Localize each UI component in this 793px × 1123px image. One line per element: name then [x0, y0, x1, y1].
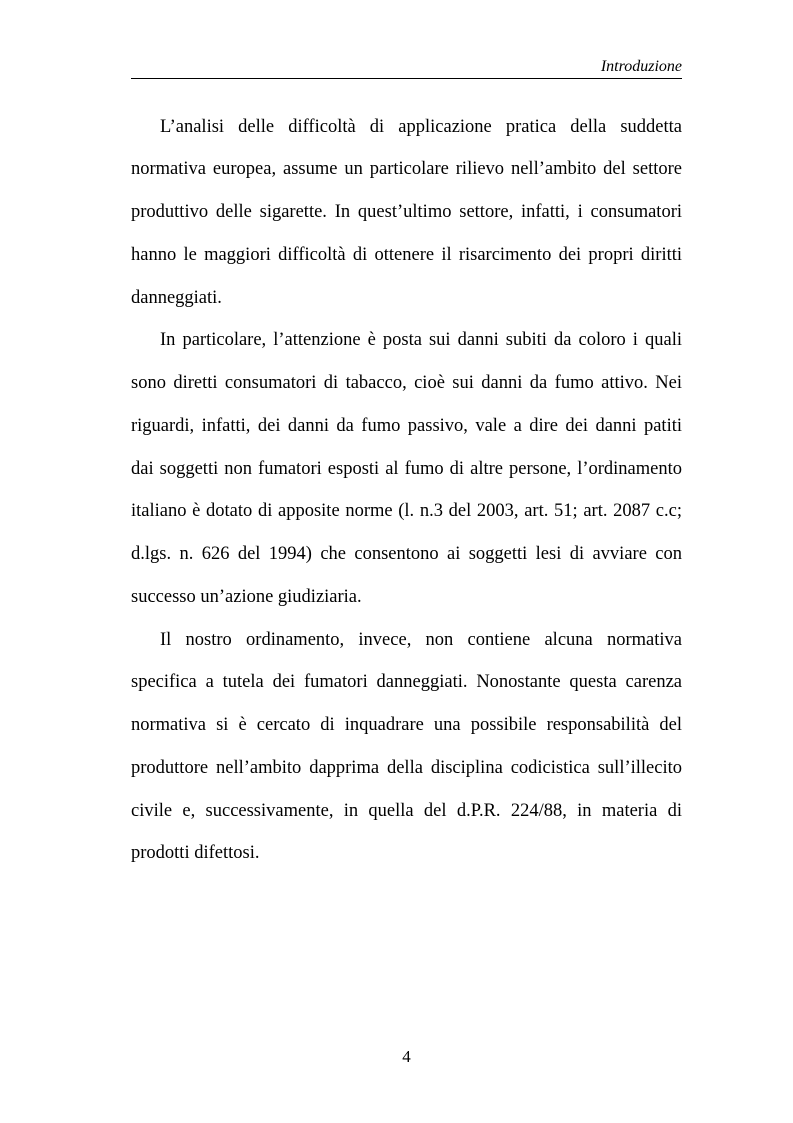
text-line: italiano è dotato di apposite norme (l. n.3 del 2003, art. 51; art. 2087 c.c; — [131, 501, 682, 522]
text-line: produttivo delle sigarette. In quest’ultimo settore, infatti, i consumatori — [131, 202, 682, 223]
text-line: L’analisi delle difficoltà di applicazione pratica della suddetta — [160, 116, 682, 137]
text-line: In particolare, l’attenzione è posta sui danni subiti da coloro i quali — [160, 330, 682, 351]
text-line: normativa si è cercato di inquadrare una possibile responsabilità del — [131, 715, 682, 736]
text-line: hanno le maggiori difficoltà di ottenere il risarcimento dei propri diritti — [131, 244, 682, 265]
document-body — [131, 106, 682, 876]
paragraph-2 — [131, 319, 682, 618]
paragraph-1 — [131, 106, 682, 320]
text-line: prodotti difettosi. — [131, 843, 260, 864]
paragraph-3 — [131, 619, 682, 876]
text-line: specifica a tutela dei fumatori danneggiati. Nonostante questa carenza — [131, 672, 682, 693]
text-line: produttore nell’ambito dapprima della disciplina codicistica sull’illecito — [131, 757, 682, 778]
text-line: riguardi, infatti, dei danni da fumo passivo, vale a dire dei danni patiti — [131, 415, 682, 436]
text-line: successo un’azione giudiziaria. — [131, 586, 362, 607]
text-line: d.lgs. n. 626 del 1994) che consentono ai soggetti lesi di avviare con — [131, 544, 682, 565]
page-number: 4 — [402, 1047, 411, 1066]
text-line: danneggiati. — [131, 287, 222, 308]
text-line: civile e, successivamente, in quella del d.P.R. 224/88, in materia di — [131, 800, 682, 821]
text-line: dai soggetti non fumatori esposti al fumo di altre persone, l’ordinamento — [131, 458, 682, 479]
header-rule — [131, 78, 682, 79]
text-line: sono diretti consumatori di tabacco, cioè sui danni da fumo attivo. Nei — [131, 373, 682, 394]
text-line: normativa europea, assume un particolare rilievo nell’ambito del settore — [131, 159, 682, 180]
running-header-title: Introduzione — [600, 58, 682, 75]
text-line: Il nostro ordinamento, invece, non contiene alcuna normativa — [160, 629, 682, 650]
